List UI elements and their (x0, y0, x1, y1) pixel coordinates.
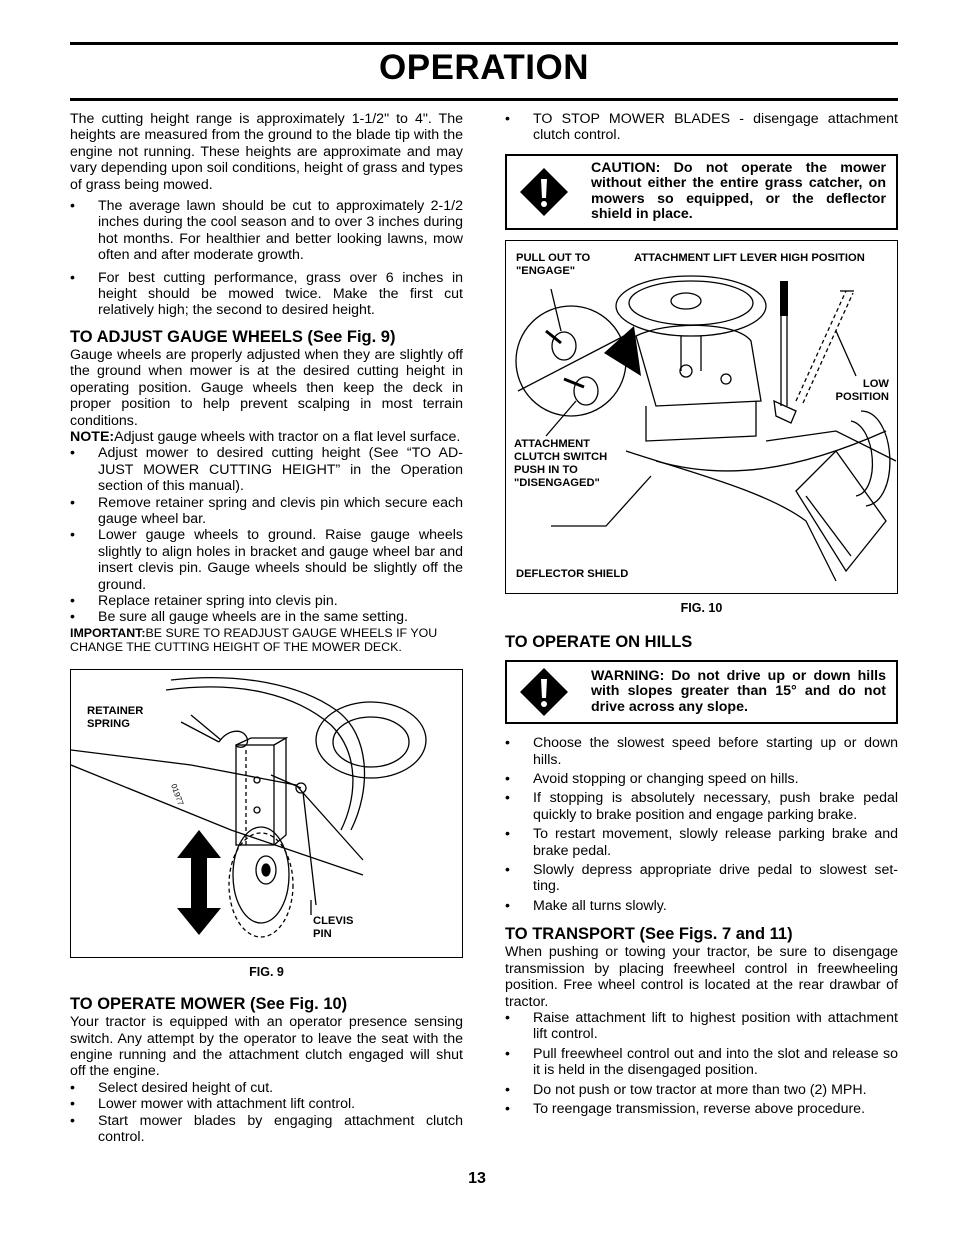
list-item: • Slowly depress appropriate drive pedal to slowest set-ting. (505, 862, 898, 895)
cutting-height-intro: The cutting height range is approximately 1-1/2" to 4". The heights are measured from the ground to the blade tip with the engine not running. These heights are approximate and may vary depending upon soil conditions, height of grass and types of grass being mowed. (70, 111, 463, 193)
note-label: NOTE: (70, 428, 115, 445)
gauge-wheels-text: Gauge wheels are properly adjusted when they are slightly off the ground when mower is at the desired cutting height in operating position. Gauge wheels then keep the deck in proper position to help prevent scalping in most terrain conditions. (70, 346, 463, 429)
fig9-caption: FIG. 9 (249, 964, 284, 979)
gauge-wheels-heading: TO ADJUST GAUGE WHEELS (See Fig. 9) (70, 327, 396, 346)
fig10-label-lift-high: ATTACHMENT LIFT LEVER HIGH POSITION (634, 251, 865, 264)
fig10-label-clutch-switch: ATTACHMENT CLUTCH SWITCH PUSH IN TO "DISENGAGED" (514, 437, 608, 489)
fig9-label-retainer-spring: RETAINER SPRING (87, 704, 144, 730)
caution-box (505, 154, 898, 230)
warning-icon (507, 166, 581, 218)
list-item: • Pull freewheel control out and into the slot and release so it is held in the disengaged position. (505, 1046, 898, 1079)
caution-text: CAUTION: Do not operate the mower without either the entire grass catcher, on mowers so equipped, or the deflector shield in place. (591, 159, 886, 223)
fig10-label-low-position: LOW POSITION (835, 377, 889, 403)
page-number: 13 (468, 1170, 486, 1187)
list-item: • For best cutting performance, grass over 6 inches in height should be mowed twice. Make the first cut relatively high; the second to desired height. (70, 270, 463, 319)
title-rule (70, 98, 898, 101)
list-item: • Lower gauge wheels to ground. Raise gauge wheels slightly to align holes in bracket and gauge wheel bar and insert clevis pin. Gauge wheels should be slightly off the ground. (70, 527, 463, 593)
note-paragraph (70, 429, 463, 445)
list-item: • TO STOP MOWER BLADES - disengage attachment clutch control. (505, 111, 898, 144)
list-item: • Select desired height of cut. (70, 1080, 463, 1096)
fig10-caption: FIG. 10 (680, 600, 723, 615)
fig9-label-clevis-pin: CLEVIS PIN (313, 914, 354, 940)
figure-9 (70, 669, 463, 958)
list-item: • Remove retainer spring and clevis pin which secure each gauge wheel bar. (70, 495, 463, 528)
list-item: • Adjust mower to desired cutting height (See “TO AD-JUST MOWER CUTTING HEIGHT” in the Operation section of this manual). (70, 445, 463, 494)
list-item: • To restart movement, slowly release parking brake and brake pedal. (505, 826, 898, 859)
page-title: OPERATION (379, 48, 589, 87)
gauge-bullet-list (70, 445, 463, 625)
figure-10 (505, 240, 898, 594)
fig10-label-pull-out: PULL OUT TO "ENGAGE" (516, 251, 591, 277)
fig9-part-number: 01977 (169, 782, 186, 807)
list-item: • Be sure all gauge wheels are in the same setting. (70, 609, 463, 625)
note-text: Adjust gauge wheels with tractor on a flat level surface. (114, 428, 461, 445)
important-text: BE SURE TO READJUST GAUGE WHEELS IF YOU CHANGE THE CUTTING HEIGHT OF THE MOWER DECK. (70, 625, 438, 654)
fig10-label-deflector: DEFLECTOR SHIELD (516, 567, 629, 580)
operate-mower-heading: TO OPERATE MOWER (See Fig. 10) (70, 995, 348, 1014)
transport-heading: TO TRANSPORT (See Figs. 7 and 11) (505, 925, 793, 944)
list-item: • Raise attachment lift to highest position with attachment lift control. (505, 1010, 898, 1043)
list-item: • To reengage transmission, reverse above procedure. (505, 1101, 898, 1117)
warning-icon (507, 666, 581, 718)
list-item: • Choose the slowest speed before starting up or down hills. (505, 735, 898, 768)
right-column (505, 111, 898, 1120)
left-column (70, 111, 463, 1145)
list-item: • Replace retainer spring into clevis pin. (70, 593, 463, 609)
top-rule (70, 42, 898, 45)
intro-bullet-list (70, 198, 463, 319)
transport-bullet-list (505, 1010, 898, 1117)
operate-mower-text: Your tractor is equipped with an operator presence sensing switch. Any attempt by the operator to leave the seat with the engine running and the attachment clutch engaged will shut off the engine. (70, 1014, 463, 1080)
list-item: • Do not push or tow tractor at more than two (2) MPH. (505, 1082, 898, 1098)
list-item: • Lower mower with attachment lift control. (70, 1096, 463, 1112)
list-item: • If stopping is absolutely necessary, push brake pedal quickly to brake position and engage parking brake. (505, 790, 898, 823)
attachment-controls-illustration (506, 241, 899, 593)
hills-heading: TO OPERATE ON HILLS (505, 633, 693, 652)
mower-bullet-list (70, 1080, 463, 1146)
transport-text: When pushing or towing your tractor, be sure to disengage transmission by placing freewheel control in freewheeling position. Free wheel control is located at the rear drawbar of tractor. (505, 944, 898, 1010)
hills-bullet-list (505, 735, 898, 914)
warning-box (505, 660, 898, 724)
list-item: • Avoid stopping or changing speed on hills. (505, 771, 898, 787)
important-label: IMPORTANT: (70, 625, 146, 640)
stop-bullet-list (505, 111, 898, 144)
list-item: • The average lawn should be cut to approximately 2-1/2 inches during the cool season and to over 3 inches during hot months. For healthier and better looking lawns, mow often and after moderate growth. (70, 198, 463, 264)
list-item: • Make all turns slowly. (505, 898, 898, 914)
warning-text: WARNING: Do not drive up or down hills with slopes greater than 15° and do not drive across any slope. (591, 667, 886, 716)
list-item: • Start mower blades by engaging attachment clutch control. (70, 1113, 463, 1146)
important-paragraph (70, 626, 463, 654)
